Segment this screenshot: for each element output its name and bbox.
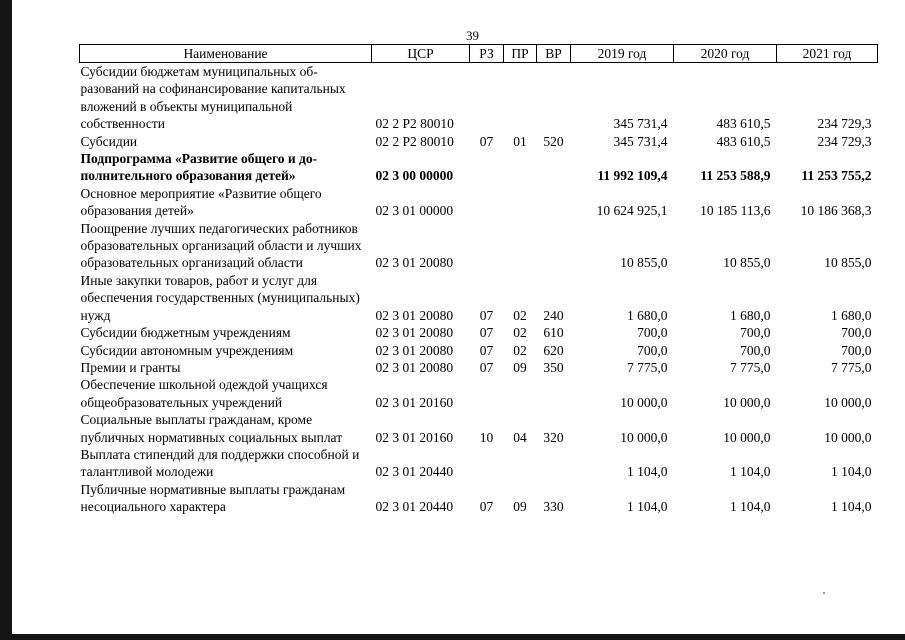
row-2019: 700,0	[637, 325, 668, 341]
header-rz: РЗ	[470, 45, 504, 63]
table-row	[80, 220, 878, 272]
row-pr: 09	[513, 499, 527, 515]
row-csr: 02 3 00 00000	[375, 168, 454, 184]
row-vr	[537, 185, 571, 220]
table-row	[80, 342, 878, 359]
row-csr: 02 3 01 20440	[375, 464, 454, 480]
row-vr	[537, 63, 571, 133]
header-name: Наименование	[80, 45, 372, 63]
row-csr: 02 3 01 20080	[375, 342, 454, 358]
row-rz: 07	[479, 499, 494, 515]
row-name: Иные закупки товаров, работ и услуг для обеспечения государственных (муниципальных) нужд	[80, 272, 360, 323]
table-row	[80, 185, 878, 220]
row-2021: 10 000,0	[824, 394, 872, 410]
row-2019: 10 000,0	[620, 429, 668, 445]
row-rz	[470, 220, 504, 272]
row-2019: 10 624 925,1	[596, 203, 668, 219]
header-2021: 2021 год	[777, 45, 878, 63]
row-2019: 345 731,4	[613, 116, 668, 132]
header-pr: ПР	[504, 45, 537, 63]
row-pr: 02	[513, 342, 527, 358]
row-csr: 02 3 01 20160	[375, 394, 454, 410]
scan-shadow-left	[0, 0, 12, 640]
table-row	[80, 150, 878, 185]
row-rz: 07	[479, 133, 494, 149]
row-csr: 02 2 Р2 80010	[375, 133, 454, 149]
row-vr	[537, 220, 571, 272]
row-rz: 10	[479, 429, 494, 445]
row-2021: 1 104,0	[831, 499, 872, 515]
row-rz: 07	[479, 342, 494, 358]
row-rz	[470, 63, 504, 133]
row-csr: 02 3 01 20080	[375, 325, 454, 341]
row-rz	[470, 376, 504, 411]
row-2019: 1 680,0	[627, 307, 668, 323]
row-2021: 7 775,0	[831, 359, 872, 375]
table-header-row	[80, 45, 878, 63]
page-number: 39	[466, 28, 479, 43]
row-name: Выплата стипендий для поддержки способной и талантливой молодежи	[80, 446, 360, 480]
header-2019: 2019 год	[571, 45, 674, 63]
row-rz: 07	[479, 307, 494, 323]
row-2019: 700,0	[637, 342, 668, 358]
row-vr: 350	[543, 359, 564, 375]
row-csr: 02 3 01 20440	[375, 499, 454, 515]
row-csr: 02 2 Р2 80010	[375, 116, 454, 132]
header-csr: ЦСР	[372, 45, 470, 63]
row-name: Обеспечение школьной одеждой учащихся общеобразовательных учреждений	[80, 377, 328, 410]
row-2019: 1 104,0	[627, 464, 668, 480]
row-pr	[504, 150, 537, 185]
row-csr: 02 3 01 00000	[375, 203, 454, 219]
row-vr	[537, 446, 571, 481]
table-row	[80, 272, 878, 324]
row-2021: 700,0	[841, 342, 872, 358]
row-name: Социальные выплаты гражданам, кроме публичных нормативных социальных выплат	[80, 412, 343, 445]
row-rz	[470, 150, 504, 185]
row-2020: 10 855,0	[723, 255, 771, 271]
table-row	[80, 481, 878, 516]
row-2020: 10 185 113,6	[700, 203, 771, 219]
row-vr: 240	[543, 307, 564, 323]
scan-speck	[823, 592, 825, 594]
row-pr	[504, 185, 537, 220]
row-name: Субсидии бюджетным учреждениям	[80, 325, 291, 341]
scan-shadow-bottom	[12, 634, 905, 640]
row-2020: 1 104,0	[730, 464, 771, 480]
table-row	[80, 133, 878, 150]
row-name: Субсидии бюджетам муниципальных образований на софинансирование капитальных вложений в объекты муниципальной собственности	[80, 64, 346, 132]
row-pr: 01	[513, 133, 527, 149]
row-2020: 700,0	[740, 325, 771, 341]
row-rz	[470, 185, 504, 220]
row-name: Публичные нормативные выплаты гражданам несоциального характера	[80, 481, 346, 515]
row-2021: 10 000,0	[824, 429, 872, 445]
table-row	[80, 376, 878, 411]
table-row	[80, 63, 878, 133]
row-2020: 10 000,0	[723, 429, 771, 445]
table-row	[80, 446, 878, 481]
row-pr	[504, 220, 537, 272]
row-2021: 1 680,0	[831, 307, 872, 323]
row-pr: 04	[513, 429, 527, 445]
row-name: Субсидии	[80, 133, 138, 149]
row-2019: 10 000,0	[620, 394, 668, 410]
row-pr	[504, 63, 537, 133]
row-2020: 1 680,0	[730, 307, 771, 323]
row-2020: 10 000,0	[723, 394, 771, 410]
row-pr: 09	[513, 359, 527, 375]
row-2020: 700,0	[740, 342, 771, 358]
row-rz	[470, 446, 504, 481]
row-pr	[504, 376, 537, 411]
header-vr: ВР	[537, 45, 571, 63]
row-csr: 02 3 01 20160	[375, 429, 454, 445]
row-rz: 07	[479, 325, 494, 341]
row-vr: 320	[543, 429, 564, 445]
row-vr: 520	[543, 133, 564, 149]
row-csr: 02 3 01 20080	[375, 307, 454, 323]
row-csr: 02 3 01 20080	[375, 255, 454, 271]
row-pr: 02	[513, 307, 527, 323]
row-2020: 483 610,5	[716, 116, 771, 132]
budget-table	[79, 44, 878, 516]
row-2021: 1 104,0	[831, 464, 872, 480]
row-2020: 7 775,0	[730, 359, 771, 375]
table-row	[80, 359, 878, 376]
row-name: Подпрограмма «Развитие общего и дополнительного образования детей»	[80, 151, 318, 184]
row-2021: 10 855,0	[824, 255, 872, 271]
row-2021: 234 729,3	[817, 116, 872, 132]
row-2019: 10 855,0	[620, 255, 668, 271]
row-2019: 345 731,4	[613, 133, 668, 149]
row-name: Премии и гранты	[80, 359, 181, 375]
row-vr	[537, 150, 571, 185]
row-vr: 330	[543, 499, 564, 515]
row-name: Поощрение лучших педагогических работников образовательных организаций области и лучших образовательных организаций области	[80, 220, 362, 271]
row-pr: 02	[513, 325, 527, 341]
row-2021: 11 253 755,2	[801, 168, 872, 184]
row-csr: 02 3 01 20080	[375, 359, 454, 375]
table-row	[80, 324, 878, 341]
row-2021: 10 186 368,3	[800, 203, 872, 219]
row-2020: 11 253 588,9	[700, 168, 771, 184]
row-vr: 620	[543, 342, 564, 358]
row-pr	[504, 446, 537, 481]
table-row	[80, 411, 878, 446]
row-name: Основное мероприятие «Развитие общего образования детей»	[80, 185, 322, 219]
row-vr	[537, 376, 571, 411]
row-2020: 483 610,5	[716, 133, 771, 149]
row-2021: 700,0	[841, 325, 872, 341]
row-vr: 610	[543, 325, 564, 341]
row-2020: 1 104,0	[730, 499, 771, 515]
row-2019: 1 104,0	[627, 499, 668, 515]
row-name: Субсидии автономным учреждениям	[80, 342, 294, 358]
row-2021: 234 729,3	[817, 133, 872, 149]
row-rz: 07	[479, 359, 494, 375]
row-2019: 7 775,0	[627, 359, 668, 375]
header-2020: 2020 год	[674, 45, 777, 63]
row-2019: 11 992 109,4	[597, 168, 668, 184]
